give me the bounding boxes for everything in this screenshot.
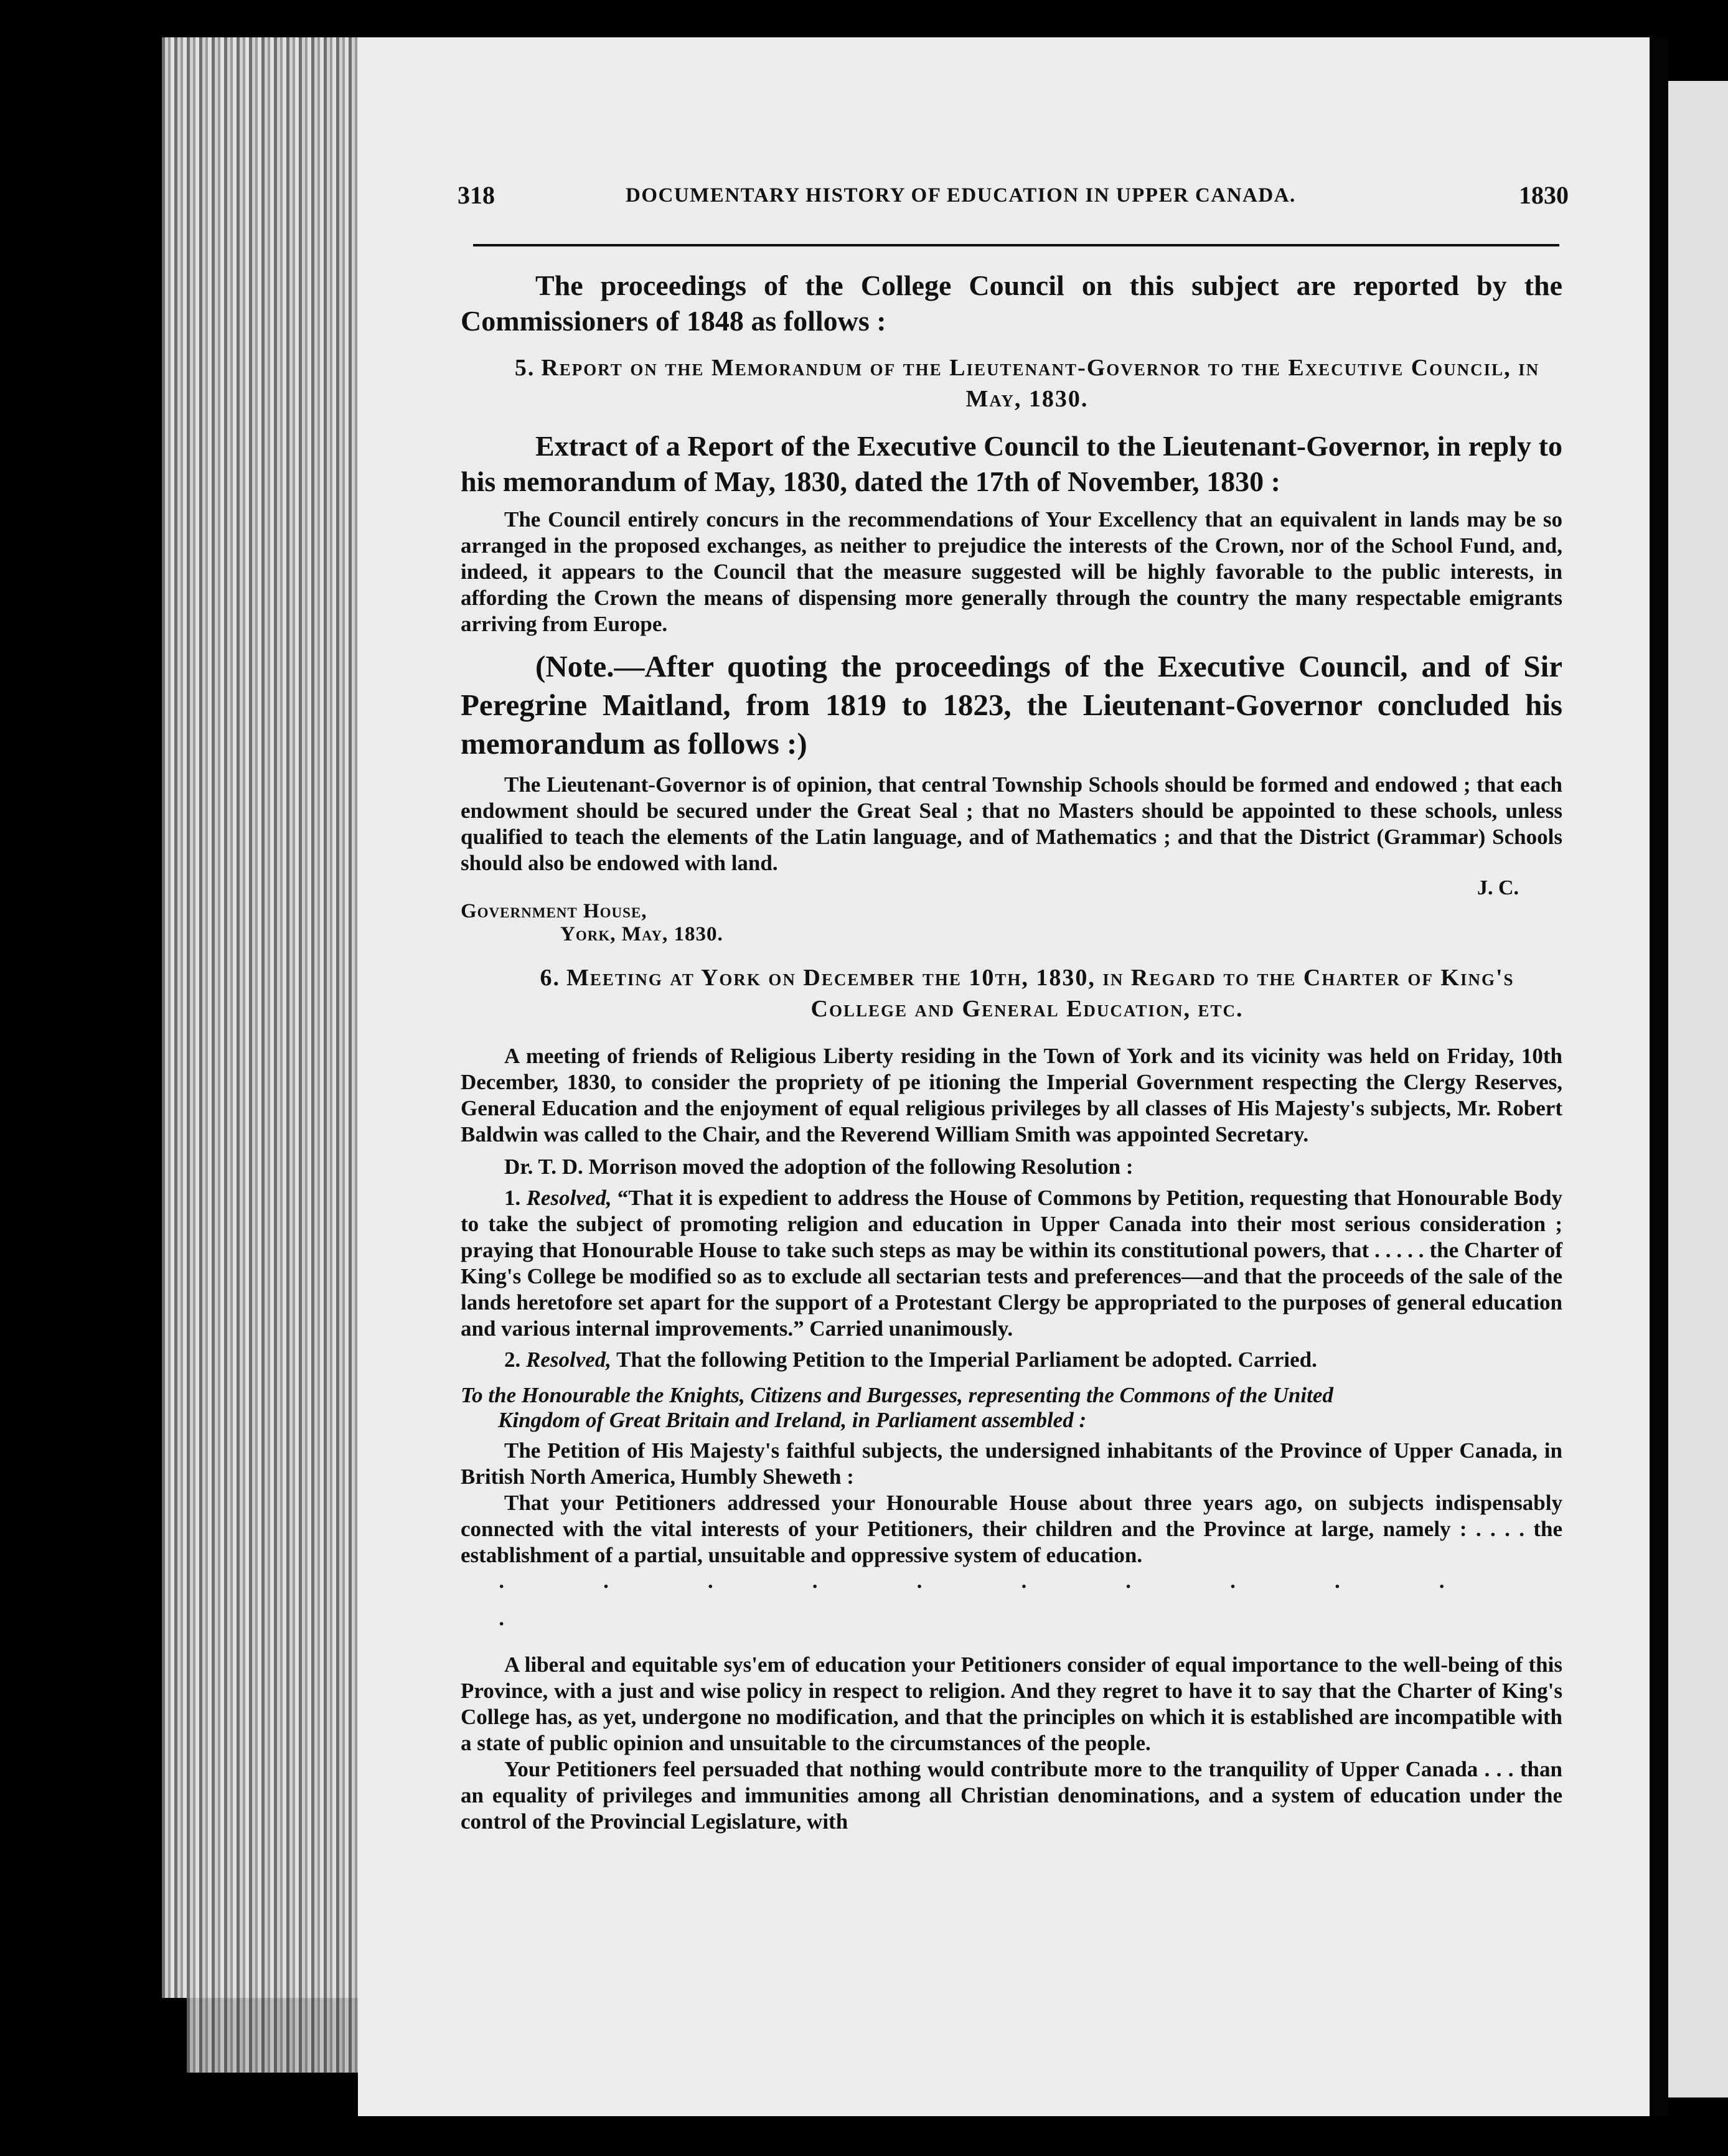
resolution-2-number: 2. [504, 1348, 521, 1372]
petition-address [461, 1383, 1562, 1433]
extract-paragraph: Extract of a Report of the Executive Council to the Lieutenant-Governor, in reply to his memorandum of May, 1830, dated the 17th of November, 1830 : [461, 430, 1562, 497]
petition-paragraph-4: Your Petitioners feel persuaded that nothing would contribute more to the tranquility of Upper Canada . . . than an equality of privileges and immunities among all Christian denominations, and a system of education under the control of the Provincial Legislature, with [461, 1757, 1562, 1834]
resolution-1-number: 1. [504, 1186, 521, 1210]
section-5-number: 5. [514, 355, 535, 381]
resolution-1-text: “That it is expedient to address the House of Commons by Petition, requesting that Honourable Body to take the subject of promoting religion and education in Upper Canada into their most serious consideration ; praying that Honourable House to take such steps as may be within its constitutional powers, that . . . . . the Charter of King's College be modified so as to exclude all sectarian tests and preferences—and that the proceeds of the sale of the lands heretofore set apart for the support of a Protestant Clergy be appropriated to the purposes of general education and various internal improvements.” Carried unanimously. [461, 1186, 1562, 1341]
address-line-1: To the Honourable the Knights, Citizens and Burgesses, representing the Commons of the United [461, 1383, 1333, 1407]
book-page-edges [162, 37, 367, 1998]
section-6-heading [461, 962, 1562, 1024]
header-rule [473, 244, 1559, 246]
section-6-number: 6. [540, 965, 560, 991]
book-page-edges-lower [187, 1998, 361, 2073]
petition-paragraph-2: That your Petitioners addressed your Honourable House about three years ago, on subjects indispensably connected with the vital interests of your Petitioners, their children and the Province at large, namely : . . . . the establishment of a partial, unsuitable and oppressive system of education. [461, 1491, 1562, 1567]
ellipsis-row: · · · · · · · · · · · [498, 1575, 1491, 1636]
page-content [461, 268, 1562, 1835]
resolution-1 [461, 1185, 1562, 1342]
section-6-title: Meeting at York on December the 10th, 1830, in Regard to the Charter of King's College and General Education, etc. [566, 965, 1514, 1022]
place-line: Government House, [461, 900, 647, 922]
resolution-2-label: Resolved, [526, 1348, 612, 1372]
morrison-paragraph: Dr. T. D. Morrison moved the adoption of the following Resolution : [504, 1155, 1134, 1179]
section-5-title: Report on the Memorandum of the Lieutenant-Governor to the Executive Council, in May, 1830. [541, 355, 1540, 412]
intro-paragraph: The proceedings of the College Council on this subject are reported by the Commissioners of 1848 as follows : [461, 270, 1562, 337]
resolution-2 [461, 1347, 1562, 1373]
petition-paragraph-3: A liberal and equitable sys'em of education your Petitioners consider of equal importance to the well-being of this Province, with a just and wise policy in respect to religion. And they regret to have it to say that the Charter of King's College has, as yet, undergone no modification, and that the principles on which it is established are incompatible with a state of public opinion and unsuitable to the circumstances of the people. [461, 1652, 1562, 1755]
running-header [458, 180, 1569, 218]
initials: J. C. [1477, 876, 1519, 899]
place-date-line: York, May, 1830. [560, 923, 723, 945]
note-paragraph: (Note.—After quoting the proceedings of the Executive Council, and of Sir Peregrine Maitland, from 1819 to 1823, the Lieutenant-Governor concluded his memorandum as follows :) [461, 649, 1562, 761]
memorandum-paragraph: The Lieutenant-Governor is of opinion, that central Township Schools should be formed and endowed ; that each endowment should be secured under the Great Seal ; that no Masters should be appointed to these schools, unless qualified to teach the elements of the Latin language, and of Mathematics ; and that the District (Grammar) Schools should also be endowed with land. [461, 772, 1562, 875]
book-gutter [1650, 37, 1668, 2116]
meeting-paragraph: A meeting of friends of Religious Liberty residing in the Town of York and its vicinity was held on Friday, 10th December, 1830, to consider the propriety of pe itioning the Imperial Government respecting the Clergy Reserves, General Education and the enjoyment of equal religious privileges by all classes of His Majesty's subjects, Mr. Robert Baldwin was called to the Chair, and the Reverend William Smith was appointed Secretary. [461, 1044, 1562, 1146]
facing-page-edge [1668, 81, 1728, 2097]
page-number: 318 [458, 181, 495, 209]
header-year: 1830 [1519, 181, 1569, 209]
council-text: The Council entirely concurs in the recommendations of Your Excellency that an equivalent in lands may be so arranged in the proposed exchanges, as neither to prejudice the interests of the Crown, nor of the School Fund, and, indeed, it appears to the Council that the measure suggested will be highly favorable to the public interests, in affording the Crown the means of dispensing more generally through the country the many respectable emigrants arriving from Europe. [461, 507, 1562, 636]
address-line-2: Kingdom of Great Britain and Ireland, in Parliament assembled : [498, 1408, 1087, 1432]
resolution-1-label: Resolved, [526, 1186, 612, 1210]
resolution-2-text: That the following Petition to the Imperial Parliament be adopted. Carried. [616, 1348, 1317, 1372]
petition-paragraph-1: The Petition of His Majesty's faithful subjects, the undersigned inhabitants of the Province of Upper Canada, in British North America, Humbly Sheweth : [461, 1438, 1562, 1489]
running-title: DOCUMENTARY HISTORY OF EDUCATION IN UPPER CANADA. [626, 184, 1296, 207]
section-5-heading [461, 352, 1562, 415]
